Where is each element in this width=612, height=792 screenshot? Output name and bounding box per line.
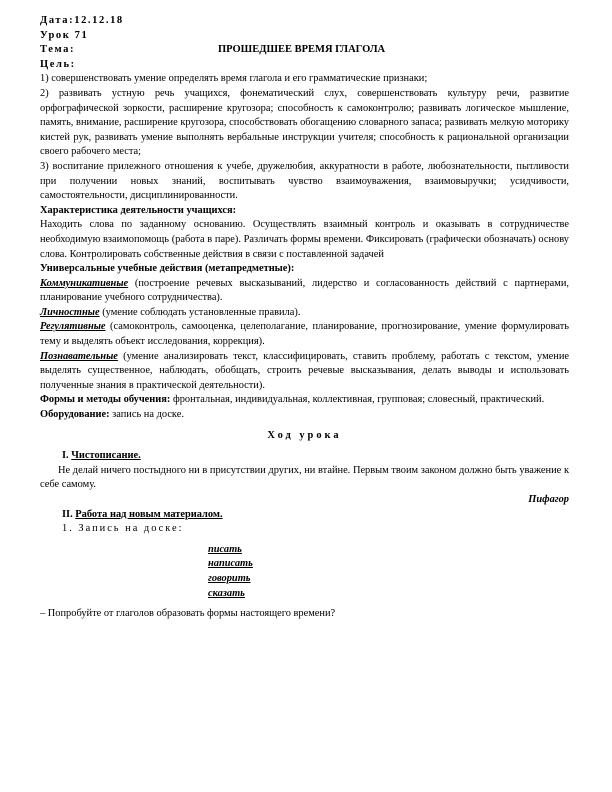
theme-row: [40, 43, 569, 58]
uud-item: [40, 277, 569, 306]
uud-term: Коммуникативные: [40, 277, 129, 289]
lesson-number: Урок 71: [40, 29, 89, 41]
equipment-line: [40, 408, 569, 423]
uud-text: (построение речевых высказываний, лидерство и согласованность действий с партнерами, планирование учебного сотрудничества).: [40, 277, 569, 304]
activity-text: Находить слова по заданному основанию. Осуществлять взаимный контроль и оказывать в сотрудничестве необходимую взаимопомощь (работа в паре). Различать формы времени. Фиксировать (графически обозначать) основу слова. Контролировать собственные действия в связи с поставленной задачей: [40, 219, 569, 260]
goal-item: 3) воспитание прилежного отношения к учебе, дружелюбия, аккуратности в работе, любознательности, пытливости при получении новых знаний, воспитывать чувство взаимоуважения, взаимовыручки; усидчивости, самостоятельности, дисциплинированности.: [40, 160, 569, 202]
course-title: Ход урока: [267, 429, 342, 441]
quote-author: Пифагор: [528, 494, 569, 505]
goal-item: 1) совершенствовать умение определять время глагола и его грамматические признаки;: [40, 73, 428, 85]
board-word: писать: [208, 543, 242, 555]
section-2-number: II.: [62, 508, 76, 520]
goal-label: Цель:: [40, 58, 76, 70]
uud-text: (умение соблюдать установленные правила).: [99, 306, 301, 318]
uud-item: [40, 350, 569, 394]
section-1-heading: [62, 449, 569, 464]
goal-item: 2) развивать устную речь учащихся, фонематический слух, совершенствовать культуру речи, развитие орфографической зоркости, расширение кругозора; способность к самоконтролю; развивать логическое мышление, память, внимание, расширение кругозора, способствовать обогащению словарного запаса; развивать мелкую моторику кистей рук, развивать умение выполнять вербальные инструкции учителя; способность к рациональной организации своего рабочего места;: [40, 87, 569, 158]
board-word: написать: [208, 558, 253, 570]
uud-text: (самоконтроль, самооценка, целеполагание, планирование, прогнозирование, умение формулировать тему и выделять объект исследования, коррекция).: [40, 321, 569, 348]
quote-text: Не делай ничего постыдного ни в присутствии других, ни втайне. Первым твоим законом должно быть уважение к себе самому.: [40, 464, 569, 491]
uud-item: [40, 320, 569, 349]
uud-term: Регулятивные: [40, 321, 106, 333]
section-2-heading: [62, 508, 569, 523]
section-1-title: Чистописание.: [71, 450, 141, 462]
board-word: сказать: [208, 587, 245, 599]
uud-term: Личностные: [40, 306, 100, 318]
board-word: говорить: [208, 572, 251, 584]
uud-item: [40, 306, 569, 321]
methods-line: [40, 393, 569, 408]
question-text: – Попробуйте от глаголов образовать формы настоящего времени?: [40, 608, 336, 620]
document-page: [40, 14, 569, 622]
activity-heading: Характеристика деятельности учащихся:: [40, 204, 237, 216]
equipment-text: запись на доске.: [109, 409, 184, 421]
theme-title: ПРОШЕДШЕЕ ВРЕМЯ ГЛАГОЛА: [218, 44, 386, 56]
uud-heading: Универсальные учебные действия (метапредметные):: [40, 263, 295, 275]
equipment-label: Оборудование:: [40, 409, 110, 421]
methods-text: фронтальная, индивидуальная, коллективная, групповая; словесный, практический.: [170, 394, 545, 406]
uud-text: (умение анализировать текст, классифицировать, ставить проблему, работать с текстом, умение выделять существенное, наблюдать, обобщать, строить речевые высказывания, делать выводы и использовать полученные знания в практической деятельности).: [40, 350, 569, 391]
methods-label: Формы и методы обучения:: [40, 394, 171, 406]
section-1-number: I.: [62, 450, 72, 462]
theme-label: Тема:: [40, 44, 76, 56]
lesson-date: Дата:12.12.18: [40, 15, 124, 26]
uud-term: Познавательные: [40, 350, 118, 362]
section-2-title: Работа над новым материалом.: [75, 508, 223, 520]
board-label: 1. Запись на доске:: [62, 523, 184, 535]
